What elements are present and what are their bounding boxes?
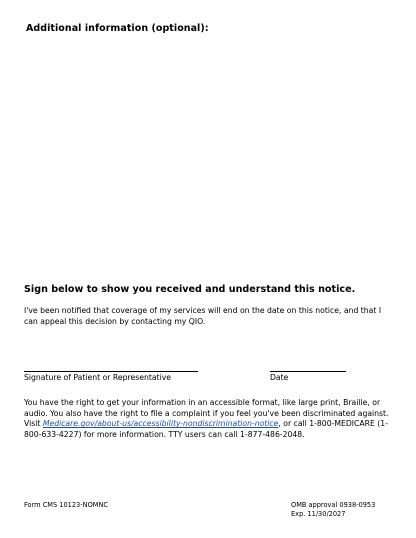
date-label: Date — [270, 373, 289, 382]
acknowledgement-text: I've been notified that coverage of my services will end on the date on this notice, and that I can appeal this decision by contacting my QIO. — [24, 306, 382, 326]
form-id: Form CMS 10123-NOMNC — [24, 501, 108, 509]
signature-label: Signature of Patient or Representative — [24, 373, 171, 382]
omb-approval: OMB approval 0938-0953 — [291, 501, 376, 509]
date-line — [270, 371, 346, 372]
additional-info-heading: Additional information (optional): — [26, 23, 209, 34]
accessibility-rights-notice — [24, 398, 396, 440]
nondiscrimination-notice-link[interactable]: Medicare.gov/about-us/accessibility-nondiscrimination-notice — [42, 419, 279, 429]
rights-text-before-link: You have the right to get your information in an accessible format, like large print, Braille, or audio. You also have the right to file a complaint if you feel you've been discriminated against. Visit — [24, 398, 389, 429]
signature-section-heading: Sign below to show you received and understand this notice. — [24, 284, 356, 295]
signature-line — [24, 371, 198, 372]
omb-info — [291, 501, 375, 518]
omb-expiration: Exp. 11/30/2027 — [291, 509, 346, 518]
rights-text-after-link: , or call 1-800-MEDICARE (1-800-633-4227) for more information. TTY users can call 1-877-486-2048. — [24, 419, 388, 439]
